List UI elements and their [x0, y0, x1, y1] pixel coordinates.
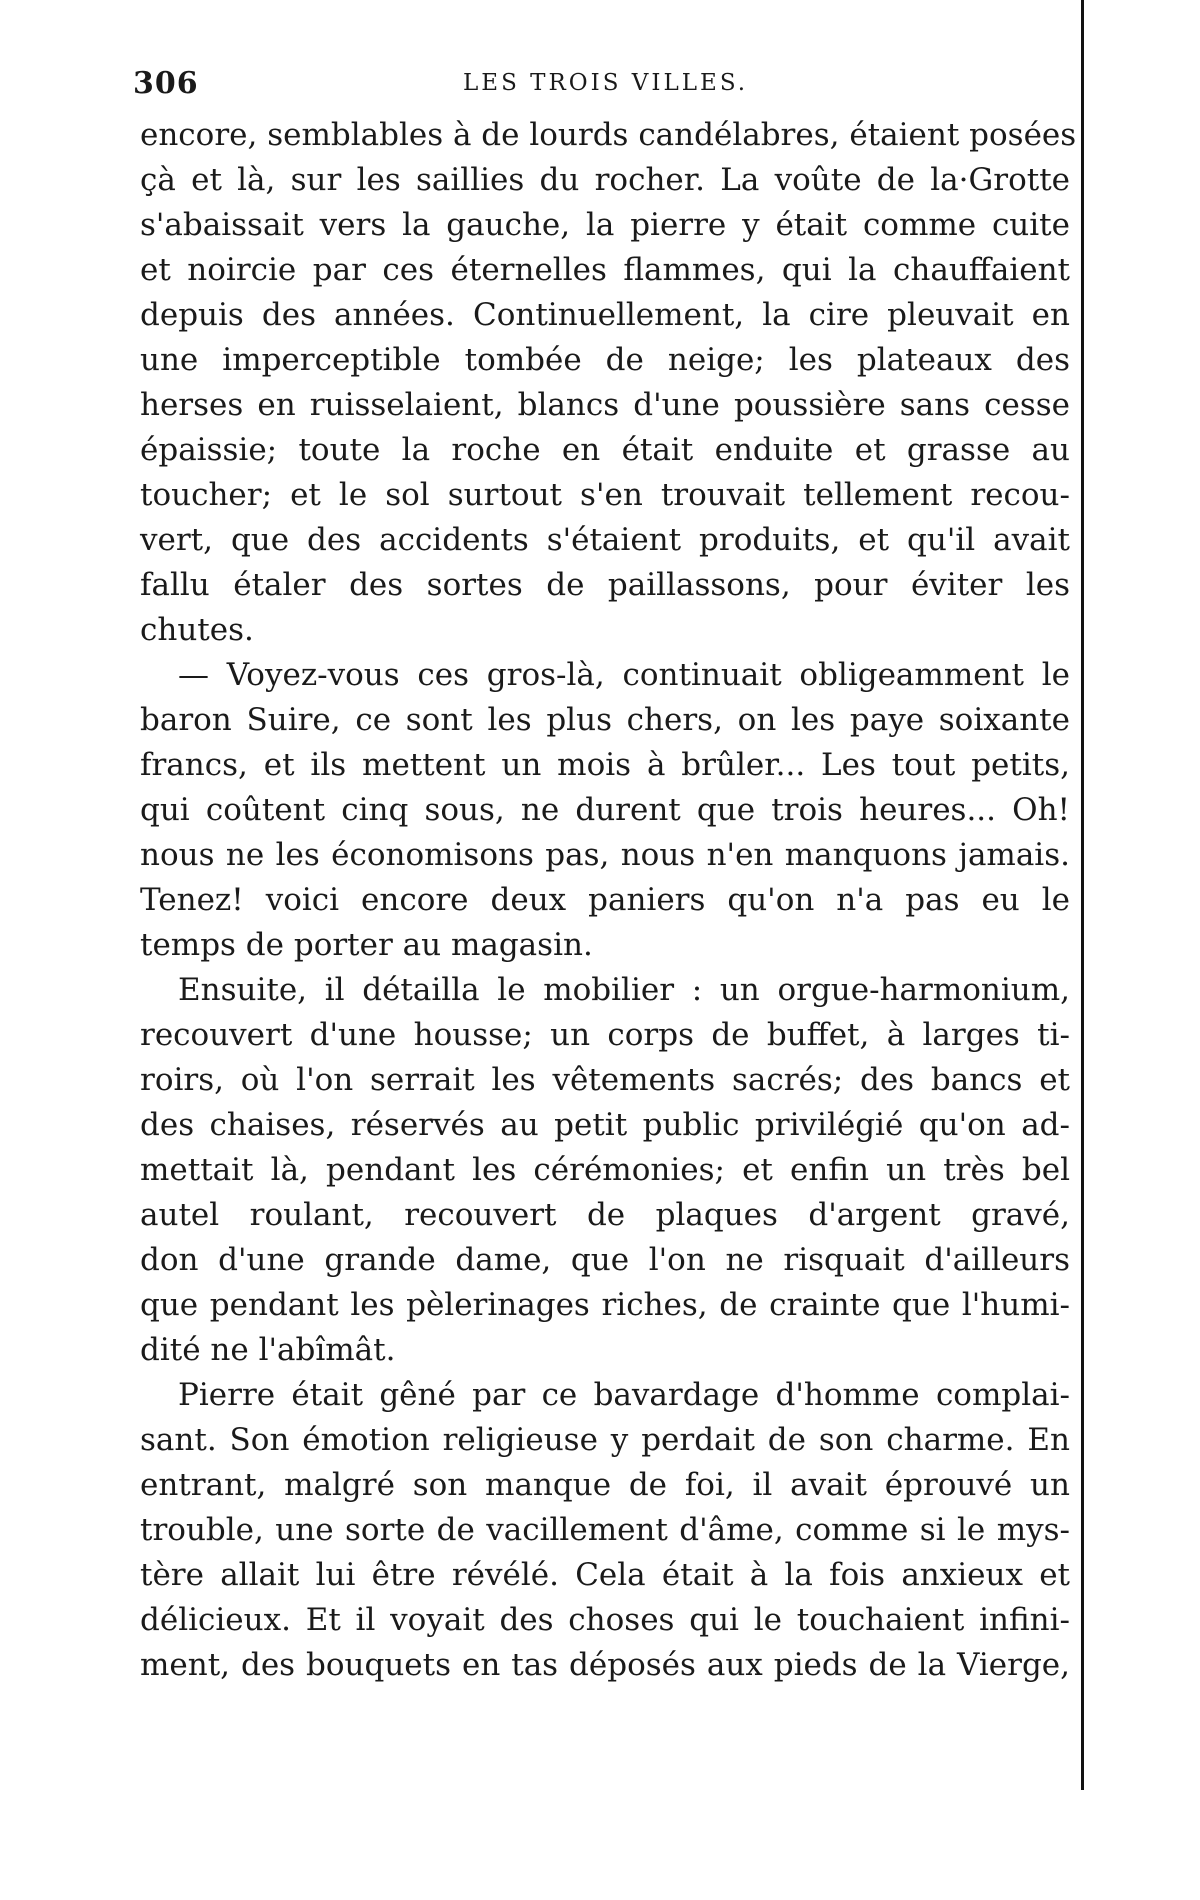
text-line: herses en ruisselaient, blancs d'une poussière sans cesse — [140, 387, 1070, 423]
text-line: vert, que des accidents s'étaient produits, et qu'il avait — [140, 522, 1070, 558]
text-line: chutes. — [140, 612, 254, 648]
text-line: depuis des années. Continuellement, la cire pleuvait en — [140, 297, 1070, 333]
text-line: sant. Son émotion religieuse y perdait de son charme. En — [140, 1422, 1070, 1458]
text-line: don d'une grande dame, que l'on ne risquait d'ailleurs — [140, 1242, 1070, 1278]
text-line: Ensuite, il détailla le mobilier : un orgue-harmonium, — [178, 972, 1070, 1008]
running-title: LES TROIS VILLES. — [463, 70, 749, 96]
text-line: que pendant les pèlerinages riches, de crainte que l'humi- — [140, 1287, 1070, 1323]
margin-rule — [1081, 0, 1084, 1790]
text-line: tère allait lui être révélé. Cela était à la fois anxieux et — [140, 1557, 1070, 1593]
text-line: qui coûtent cinq sous, ne durent que trois heures... Oh! — [140, 792, 1070, 828]
text-line: francs, et ils mettent un mois à brûler... Les tout petits, — [140, 747, 1070, 783]
text-line: des chaises, réservés au petit public privilégié qu'on ad- — [140, 1107, 1070, 1143]
text-line: autel roulant, recouvert de plaques d'argent gravé, — [140, 1197, 1070, 1233]
text-line: délicieux. Et il voyait des choses qui le touchaient infini- — [140, 1602, 1070, 1638]
text-line: çà et là, sur les saillies du rocher. La voûte de la·Grotte — [140, 162, 1070, 198]
text-line: Tenez! voici encore deux paniers qu'on n'a pas eu le — [140, 882, 1070, 918]
text-line: dité ne l'abîmât. — [140, 1332, 396, 1368]
text-line: une imperceptible tombée de neige; les plateaux des — [140, 342, 1070, 378]
text-line: mettait là, pendant les cérémonies; et enfin un très bel — [140, 1152, 1070, 1188]
text-line: Pierre était gêné par ce bavardage d'homme complai- — [178, 1377, 1070, 1413]
text-line: temps de porter au magasin. — [140, 927, 593, 963]
text-line: s'abaissait vers la gauche, la pierre y était comme cuite — [140, 207, 1070, 243]
text-line: — Voyez-vous ces gros-là, continuait obligeamment le — [178, 657, 1070, 693]
text-line: épaissie; toute la roche en était enduite et grasse au — [140, 432, 1070, 468]
page-header — [133, 66, 1068, 106]
body-text — [140, 113, 1077, 1688]
text-line: toucher; et le sol surtout s'en trouvait tellement recou- — [140, 477, 1070, 513]
text-line: encore, semblables à de lourds candélabres, étaient posées — [140, 117, 1077, 153]
text-line: roirs, où l'on serrait les vêtements sacrés; des bancs et — [140, 1062, 1070, 1098]
text-line: ment, des bouquets en tas déposés aux pieds de la Vierge, — [140, 1647, 1070, 1683]
text-line: fallu étaler des sortes de paillassons, pour éviter les — [140, 567, 1070, 603]
text-line: trouble, une sorte de vacillement d'âme, comme si le mys- — [140, 1512, 1070, 1548]
text-line: nous ne les économisons pas, nous n'en manquons jamais. — [140, 837, 1070, 873]
text-line: et noircie par ces éternelles flammes, qui la chauffaient — [140, 252, 1070, 288]
text-line: recouvert d'une housse; un corps de buffet, à larges ti- — [140, 1017, 1070, 1053]
text-line: baron Suire, ce sont les plus chers, on les paye soixante — [140, 702, 1070, 738]
text-line: entrant, malgré son manque de foi, il avait éprouvé un — [140, 1467, 1070, 1503]
page-number: 306 — [133, 66, 199, 101]
